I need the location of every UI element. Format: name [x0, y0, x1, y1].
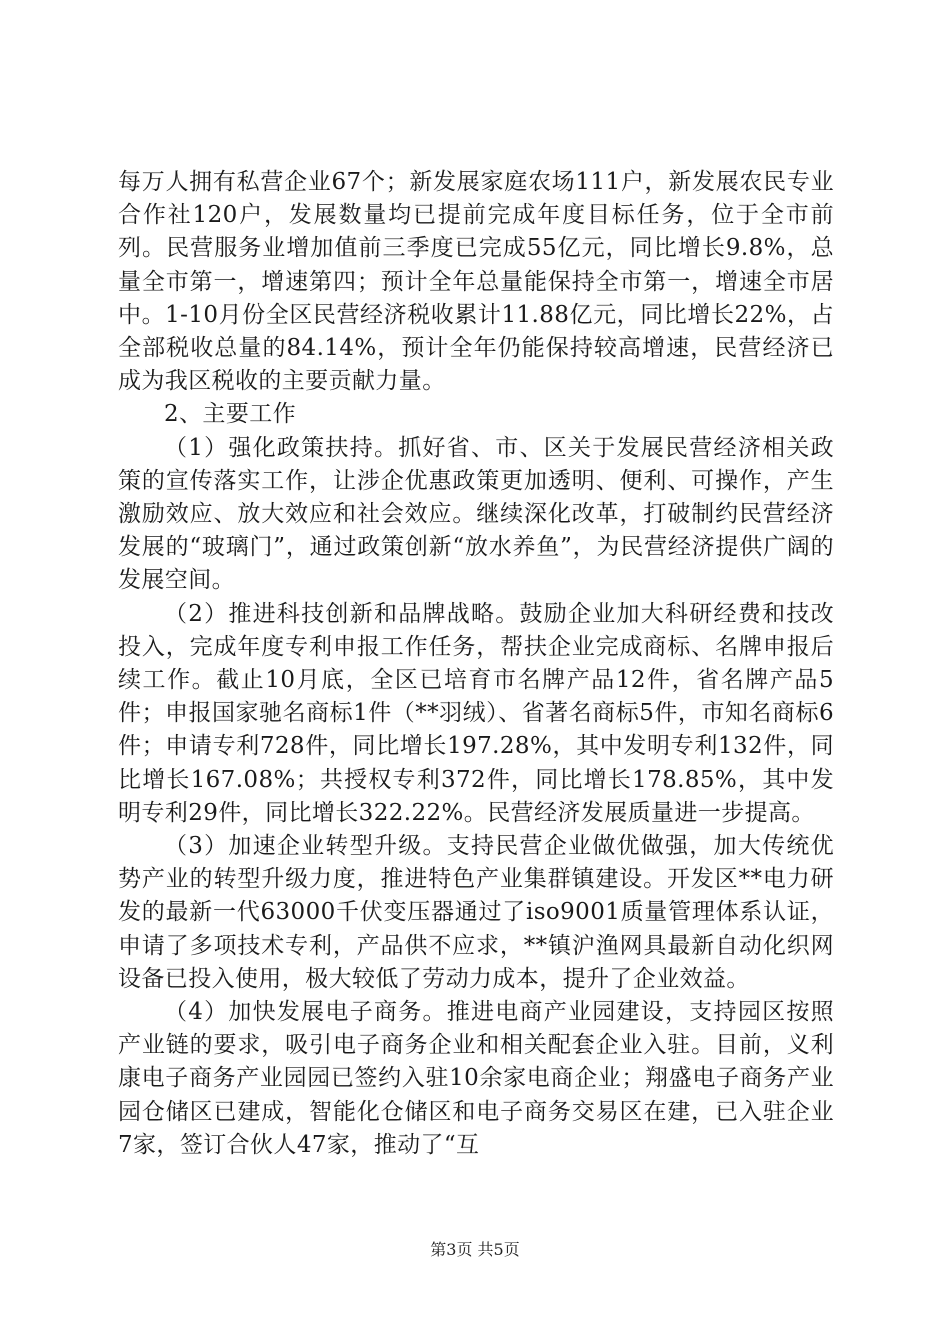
- paragraph-policy-support: （1）强化政策扶持。抓好省、市、区关于发展民营经济相关政策的宣传落实工作，让涉企优惠政策更加透明、便利、可操作，产生激励效应、放大效应和社会效应。继续深化改革，打破制约民营经济发展的“玻璃门”，通过政策创新“放水养鱼”，为民营经济提供广阔的发展空间。: [118, 434, 834, 594]
- paragraph-e-commerce: （4）加快发展电子商务。推进电商产业园建设，支持园区按照产业链的要求，吸引电子商务企业和相关配套企业入驻。目前，义利康电子商务产业园园已签约入驻10余家电商企业；翔盛电子商务产业园仓储区已建成，智能化仓储区和电子商务交易区在建，已入驻企业7家，签订合伙人47家，推动了“互: [118, 999, 834, 1158]
- paragraph-tech-innovation-brand: （2）推进科技创新和品牌战略。鼓励企业加大科研经费和技改投入，完成年度专利申报工作任务，帮扶企业完成商标、名牌申报后续工作。截止10月底，全区已培育市名牌产品12件，省名牌产品5件；申报国家驰名商标1件（**羽绒）、省著名商标5件，市知名商标6件；申请专利728件，同比增长197.28%，其中发明专利132件，同比增长167.08%；共授权专利372件，同比增长178.85%，其中发明专利29件，同比增长322.22%。民营经济发展质量进一步提高。: [118, 600, 834, 826]
- section-heading-main-work: 2、主要工作: [164, 401, 297, 428]
- paragraph-private-enterprise-stats: 每万人拥有私营企业67个；新发展家庭农场111户，新发展农民专业合作社120户，发展数量均已提前完成年度目标任务，位于全市前列。民营服务业增加值前三季度已完成55亿元，同比增长9.8%，总量全市第一，增速第四；预计全年总量能保持全市第一，增速全市居中。1-10月份全区民营经济税收累计11.88亿元，同比增长22%，占全部税收总量的84.14%，预计全年仍能保持较高增速，民营经济已成为我区税收的主要贡献力量。: [118, 169, 834, 395]
- paragraph-enterprise-upgrade: （3）加速企业转型升级。支持民营企业做优做强，加大传统优势产业的转型升级力度，推进特色产业集群镇建设。开发区**电力研发的最新一代63000千伏变压器通过了iso9001质量管理体系认证，申请了多项技术专利，产品供不应求，**镇沪渔网具最新自动化织网设备已投入使用，极大较低了劳动力成本，提升了企业效益。: [118, 833, 834, 992]
- page-number-footer: 第3页 共5页: [430, 1240, 520, 1259]
- document-body: [118, 166, 834, 1162]
